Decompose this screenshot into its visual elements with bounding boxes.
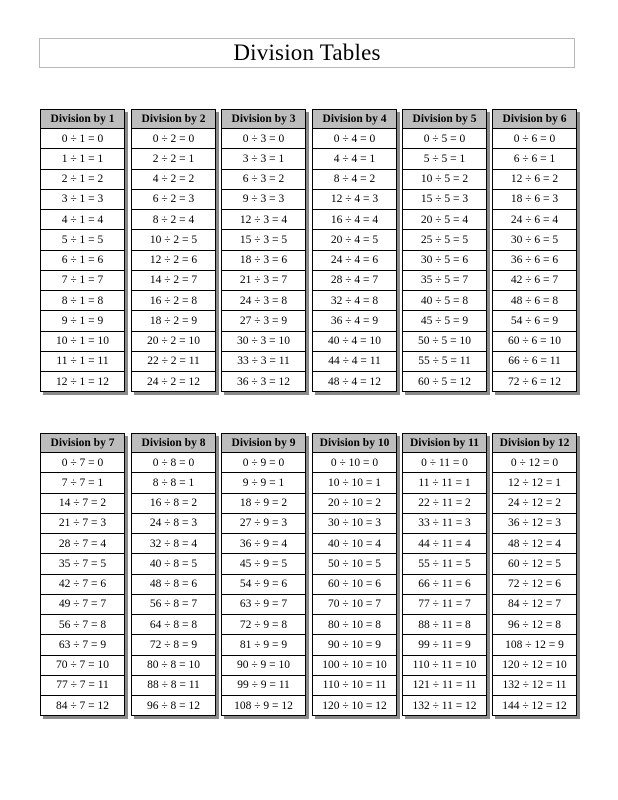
table-row: 90 ÷ 10 = 9 [312,635,397,655]
table-row: 6 ÷ 2 = 3 [131,190,216,210]
table-row: 30 ÷ 6 = 5 [492,230,577,250]
division-table [131,433,216,716]
table-row: 108 ÷ 12 = 9 [492,635,577,655]
table-row: 121 ÷ 11 = 11 [402,676,487,696]
division-table [312,109,397,392]
table-row: 88 ÷ 11 = 8 [402,615,487,635]
table-row: 70 ÷ 7 = 10 [40,656,125,676]
division-table [221,433,306,716]
table-row: 56 ÷ 8 = 7 [131,595,216,615]
table-row: 16 ÷ 4 = 4 [312,210,397,230]
table-row: 30 ÷ 3 = 10 [221,332,306,352]
table-row: 20 ÷ 10 = 2 [312,494,397,514]
table-row: 32 ÷ 4 = 8 [312,291,397,311]
table-row: 0 ÷ 4 = 0 [312,129,397,149]
table-row: 3 ÷ 3 = 1 [221,149,306,169]
table-row: 20 ÷ 2 = 10 [131,332,216,352]
table-row: 27 ÷ 3 = 9 [221,311,306,331]
table-row: 84 ÷ 7 = 12 [40,696,125,716]
table-row: 60 ÷ 10 = 6 [312,575,397,595]
table-row: 2 ÷ 1 = 2 [40,170,125,190]
table-row: 99 ÷ 11 = 9 [402,635,487,655]
table-row: 8 ÷ 4 = 2 [312,170,397,190]
table-row: 55 ÷ 11 = 5 [402,554,487,574]
table-row: 24 ÷ 2 = 12 [131,372,216,392]
table-row: 4 ÷ 2 = 2 [131,170,216,190]
table-row: 132 ÷ 12 = 11 [492,676,577,696]
table-row: 14 ÷ 2 = 7 [131,271,216,291]
table-row: 42 ÷ 6 = 7 [492,271,577,291]
table-row: 12 ÷ 4 = 3 [312,190,397,210]
table-row: 120 ÷ 12 = 10 [492,656,577,676]
table-row: 63 ÷ 9 = 7 [221,595,306,615]
table-row: 14 ÷ 7 = 2 [40,494,125,514]
table-row: 66 ÷ 6 = 11 [492,352,577,372]
table-row: 49 ÷ 7 = 7 [40,595,125,615]
table-row: 24 ÷ 6 = 4 [492,210,577,230]
table-row: 8 ÷ 1 = 8 [40,291,125,311]
table-header: Division by 11 [402,433,487,453]
table-row: 0 ÷ 3 = 0 [221,129,306,149]
table-header: Division by 4 [312,109,397,129]
table-row: 110 ÷ 10 = 11 [312,676,397,696]
table-header: Division by 12 [492,433,577,453]
table-row: 44 ÷ 4 = 11 [312,352,397,372]
table-row: 36 ÷ 4 = 9 [312,311,397,331]
table-row: 120 ÷ 10 = 12 [312,696,397,716]
table-row: 36 ÷ 9 = 4 [221,534,306,554]
table-header: Division by 9 [221,433,306,453]
table-row: 66 ÷ 11 = 6 [402,575,487,595]
table-row: 96 ÷ 12 = 8 [492,615,577,635]
table-row: 144 ÷ 12 = 12 [492,696,577,716]
page-title: Division Tables [233,40,381,65]
table-row: 36 ÷ 6 = 6 [492,251,577,271]
table-row: 0 ÷ 1 = 0 [40,129,125,149]
table-row: 72 ÷ 8 = 9 [131,635,216,655]
table-row: 0 ÷ 6 = 0 [492,129,577,149]
division-table [40,109,125,392]
table-row: 2 ÷ 2 = 1 [131,149,216,169]
table-header: Division by 5 [402,109,487,129]
table-row: 64 ÷ 8 = 8 [131,615,216,635]
table-row: 50 ÷ 5 = 10 [402,332,487,352]
table-row: 3 ÷ 1 = 3 [40,190,125,210]
table-row: 0 ÷ 8 = 0 [131,453,216,473]
table-row: 9 ÷ 9 = 1 [221,473,306,493]
table-row: 4 ÷ 4 = 1 [312,149,397,169]
table-row: 20 ÷ 5 = 4 [402,210,487,230]
table-row: 54 ÷ 6 = 9 [492,311,577,331]
table-row: 48 ÷ 6 = 8 [492,291,577,311]
table-row: 35 ÷ 7 = 5 [40,554,125,574]
table-row: 21 ÷ 3 = 7 [221,271,306,291]
table-row: 0 ÷ 7 = 0 [40,453,125,473]
table-row: 80 ÷ 10 = 8 [312,615,397,635]
table-row: 72 ÷ 6 = 12 [492,372,577,392]
table-row: 40 ÷ 5 = 8 [402,291,487,311]
division-table [312,433,397,716]
table-header: Division by 2 [131,109,216,129]
table-row: 60 ÷ 12 = 5 [492,554,577,574]
table-row: 32 ÷ 8 = 4 [131,534,216,554]
table-row: 30 ÷ 5 = 6 [402,251,487,271]
table-row: 63 ÷ 7 = 9 [40,635,125,655]
table-row: 11 ÷ 11 = 1 [402,473,487,493]
table-row: 12 ÷ 12 = 1 [492,473,577,493]
division-table [492,433,577,716]
table-row: 30 ÷ 10 = 3 [312,514,397,534]
table-row: 54 ÷ 9 = 6 [221,575,306,595]
table-header: Division by 6 [492,109,577,129]
table-row: 1 ÷ 1 = 1 [40,149,125,169]
division-table [492,109,577,392]
table-row: 33 ÷ 11 = 3 [402,514,487,534]
table-row: 24 ÷ 12 = 2 [492,494,577,514]
table-row: 96 ÷ 8 = 12 [131,696,216,716]
table-row: 77 ÷ 11 = 7 [402,595,487,615]
table-row: 45 ÷ 5 = 9 [402,311,487,331]
table-row: 108 ÷ 9 = 12 [221,696,306,716]
table-row: 12 ÷ 1 = 12 [40,372,125,392]
table-row: 55 ÷ 5 = 11 [402,352,487,372]
table-row: 18 ÷ 6 = 3 [492,190,577,210]
table-row: 99 ÷ 9 = 11 [221,676,306,696]
table-row: 110 ÷ 11 = 10 [402,656,487,676]
division-table [402,433,487,716]
table-row: 48 ÷ 8 = 6 [131,575,216,595]
table-row: 10 ÷ 1 = 10 [40,332,125,352]
table-row: 10 ÷ 5 = 2 [402,170,487,190]
table-row: 36 ÷ 3 = 12 [221,372,306,392]
table-row: 24 ÷ 3 = 8 [221,291,306,311]
table-header: Division by 7 [40,433,125,453]
division-table [40,433,125,716]
table-row: 18 ÷ 2 = 9 [131,311,216,331]
table-row: 0 ÷ 5 = 0 [402,129,487,149]
table-row: 21 ÷ 7 = 3 [40,514,125,534]
table-row: 50 ÷ 10 = 5 [312,554,397,574]
table-row: 60 ÷ 6 = 10 [492,332,577,352]
table-row: 72 ÷ 12 = 6 [492,575,577,595]
table-row: 18 ÷ 3 = 6 [221,251,306,271]
table-row: 36 ÷ 12 = 3 [492,514,577,534]
table-row: 44 ÷ 11 = 4 [402,534,487,554]
table-row: 56 ÷ 7 = 8 [40,615,125,635]
table-row: 7 ÷ 1 = 7 [40,271,125,291]
table-row: 48 ÷ 4 = 12 [312,372,397,392]
table-row: 27 ÷ 9 = 3 [221,514,306,534]
division-table [221,109,306,392]
table-row: 42 ÷ 7 = 6 [40,575,125,595]
table-row: 8 ÷ 8 = 1 [131,473,216,493]
table-row: 22 ÷ 2 = 11 [131,352,216,372]
table-row: 45 ÷ 9 = 5 [221,554,306,574]
table-row: 40 ÷ 8 = 5 [131,554,216,574]
table-row: 28 ÷ 4 = 7 [312,271,397,291]
table-row: 0 ÷ 10 = 0 [312,453,397,473]
table-row: 40 ÷ 4 = 10 [312,332,397,352]
table-header: Division by 3 [221,109,306,129]
table-row: 11 ÷ 1 = 11 [40,352,125,372]
table-row: 0 ÷ 9 = 0 [221,453,306,473]
table-row: 48 ÷ 12 = 4 [492,534,577,554]
table-row: 12 ÷ 3 = 4 [221,210,306,230]
table-header: Division by 8 [131,433,216,453]
table-row: 0 ÷ 11 = 0 [402,453,487,473]
table-row: 84 ÷ 12 = 7 [492,595,577,615]
division-table [131,109,216,392]
table-row: 22 ÷ 11 = 2 [402,494,487,514]
table-row: 16 ÷ 2 = 8 [131,291,216,311]
table-row: 10 ÷ 10 = 1 [312,473,397,493]
table-row: 100 ÷ 10 = 10 [312,656,397,676]
table-header: Division by 1 [40,109,125,129]
table-row: 80 ÷ 8 = 10 [131,656,216,676]
table-row: 5 ÷ 5 = 1 [402,149,487,169]
table-row: 35 ÷ 5 = 7 [402,271,487,291]
division-table [402,109,487,392]
table-row: 0 ÷ 2 = 0 [131,129,216,149]
table-row: 33 ÷ 3 = 11 [221,352,306,372]
table-row: 6 ÷ 6 = 1 [492,149,577,169]
table-row: 20 ÷ 4 = 5 [312,230,397,250]
table-row: 70 ÷ 10 = 7 [312,595,397,615]
table-row: 90 ÷ 9 = 10 [221,656,306,676]
table-row: 77 ÷ 7 = 11 [40,676,125,696]
table-row: 60 ÷ 5 = 12 [402,372,487,392]
table-row: 6 ÷ 3 = 2 [221,170,306,190]
table-row: 15 ÷ 3 = 5 [221,230,306,250]
table-row: 10 ÷ 2 = 5 [131,230,216,250]
table-row: 7 ÷ 7 = 1 [40,473,125,493]
table-row: 9 ÷ 1 = 9 [40,311,125,331]
table-row: 12 ÷ 6 = 2 [492,170,577,190]
table-row: 4 ÷ 1 = 4 [40,210,125,230]
table-row: 88 ÷ 8 = 11 [131,676,216,696]
table-row: 24 ÷ 8 = 3 [131,514,216,534]
table-row: 24 ÷ 4 = 6 [312,251,397,271]
table-row: 8 ÷ 2 = 4 [131,210,216,230]
table-row: 0 ÷ 12 = 0 [492,453,577,473]
table-row: 132 ÷ 11 = 12 [402,696,487,716]
table-row: 18 ÷ 9 = 2 [221,494,306,514]
table-row: 81 ÷ 9 = 9 [221,635,306,655]
table-row: 15 ÷ 5 = 3 [402,190,487,210]
table-row: 12 ÷ 2 = 6 [131,251,216,271]
table-row: 9 ÷ 3 = 3 [221,190,306,210]
table-row: 5 ÷ 1 = 5 [40,230,125,250]
table-row: 28 ÷ 7 = 4 [40,534,125,554]
table-row: 40 ÷ 10 = 4 [312,534,397,554]
table-row: 16 ÷ 8 = 2 [131,494,216,514]
table-row: 72 ÷ 9 = 8 [221,615,306,635]
table-row: 6 ÷ 1 = 6 [40,251,125,271]
table-row: 25 ÷ 5 = 5 [402,230,487,250]
table-header: Division by 10 [312,433,397,453]
